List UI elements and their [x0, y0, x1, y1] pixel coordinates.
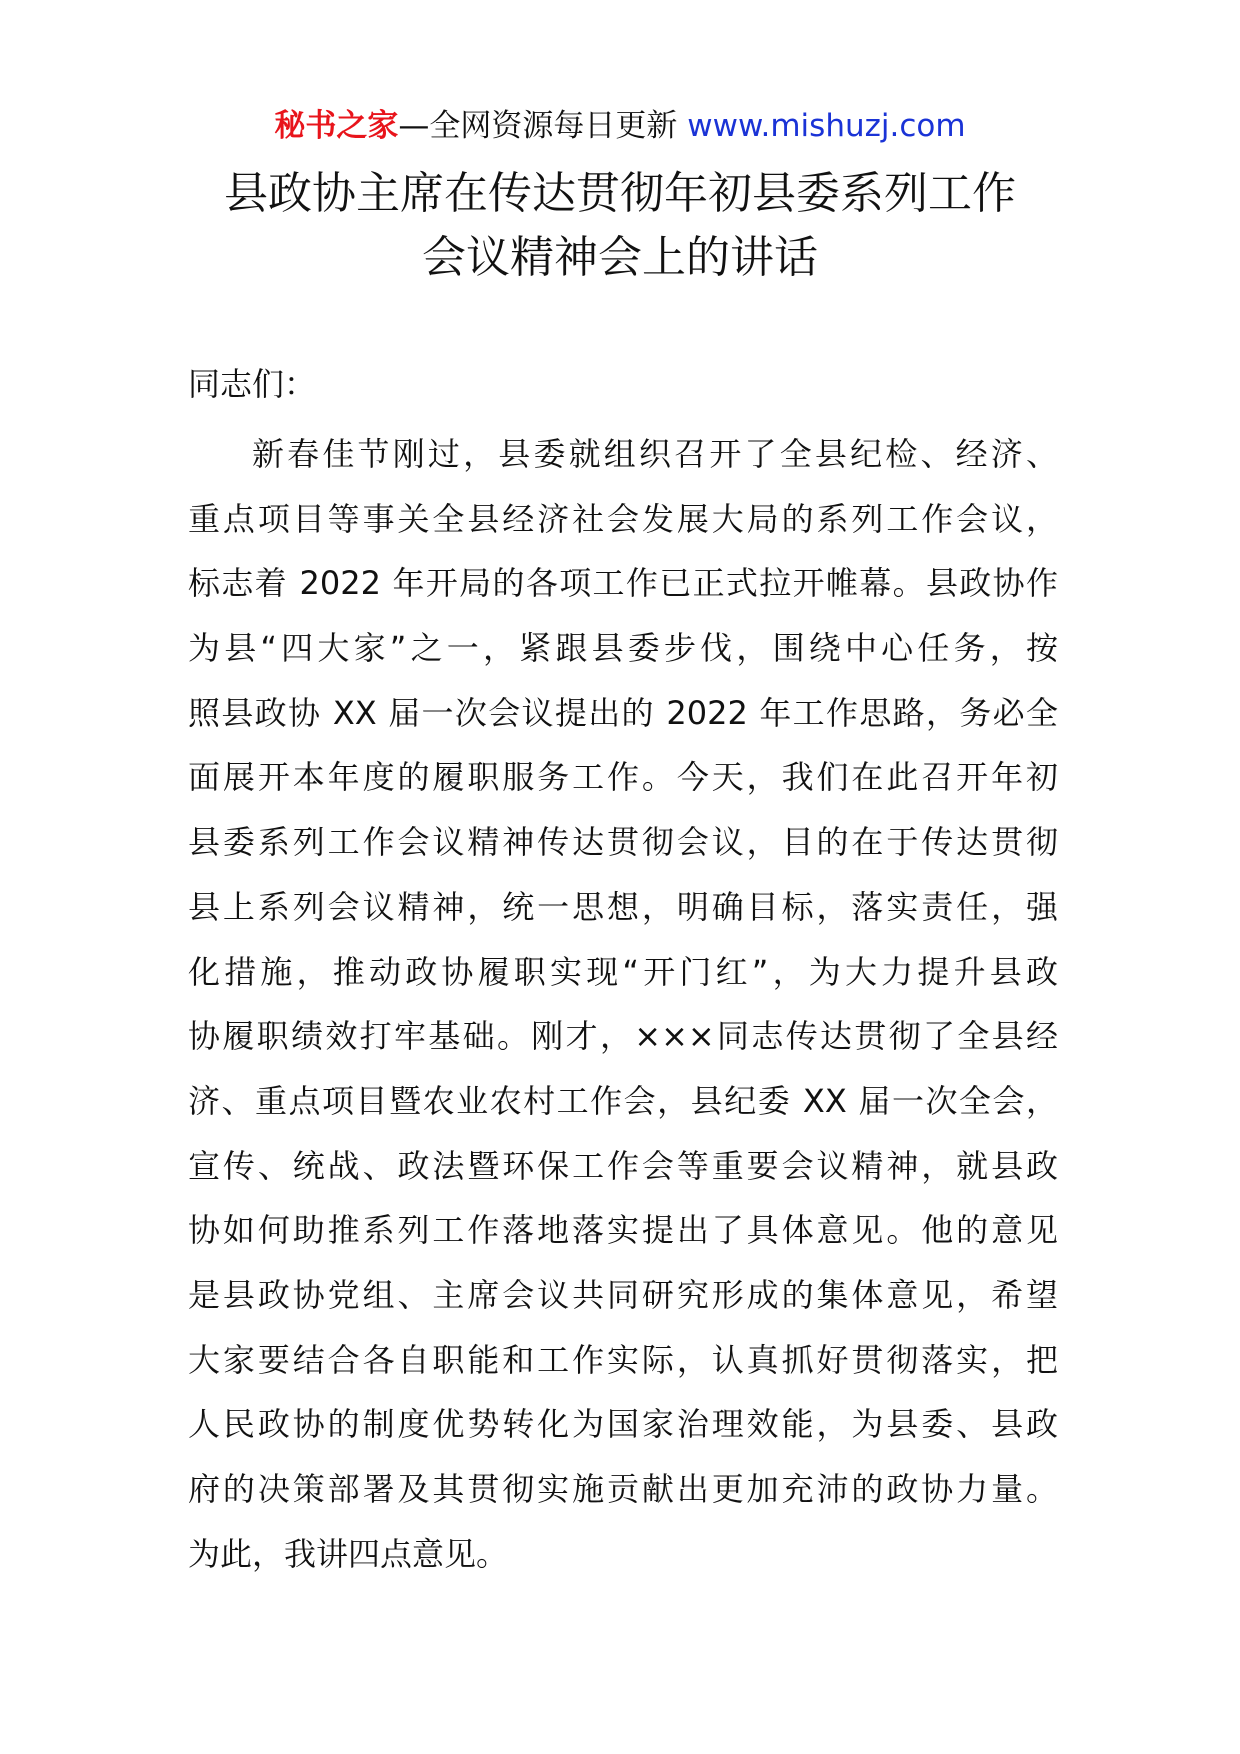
- paragraph-line: 济、重点项目暨农业农村工作会，县纪委 XX 届一次全会，: [188, 1081, 1058, 1120]
- site-url-link[interactable]: www.mishuzj.com: [687, 108, 966, 144]
- paragraph-line: 化措施，推动政协履职实现“开门红”，为大力提升县政: [188, 952, 1058, 991]
- header-tagline: —全网资源每日更新: [398, 108, 688, 144]
- paragraph-line: 府的决策部署及其贯彻实施贡献出更加充沛的政协力量。: [188, 1470, 1058, 1508]
- paragraph-line: 重点项目等事关全县经济社会发展大局的系列工作会议，: [188, 499, 1058, 538]
- paragraph-line: 照县政协 XX 届一次会议提出的 2022 年工作思路，务必全: [188, 693, 1058, 732]
- paragraph-line: 大家要结合各自职能和工作实际，认真抓好贯彻落实，把: [188, 1340, 1058, 1379]
- paragraph-line: 协履职绩效打牢基础。刚才，×××同志传达贯彻了全县经: [188, 1017, 1058, 1056]
- body-paragraph: [188, 422, 1058, 1586]
- paragraph-line: 为县“四大家”之一，紧跟县委步伐，围绕中心任务，按: [188, 629, 1058, 668]
- title-line: 会议精神会上的讲话: [422, 232, 818, 283]
- paragraph-line: 新春佳节刚过，县委就组织召开了全县纪检、经济、: [252, 435, 1058, 473]
- paragraph-line: 是县政协党组、主席会议共同研究形成的集体意见，希望: [188, 1275, 1058, 1314]
- paragraph-line: 县委系列工作会议精神传达贯彻会议，目的在于传达贯彻: [188, 823, 1058, 862]
- paragraph-line: 人民政协的制度优势转化为国家治理效能，为县委、县政: [188, 1405, 1058, 1444]
- site-header: [0, 104, 1240, 148]
- paragraph-line: 面展开本年度的履职服务工作。今天，我们在此召开年初: [188, 758, 1058, 797]
- salutation: 同志们：: [188, 365, 317, 403]
- paragraph-line: 宣传、统战、政法暨环保工作会等重要会议精神，就县政: [188, 1146, 1058, 1185]
- document-title: [150, 162, 1090, 290]
- paragraph-line: 为此，我讲四点意见。: [188, 1534, 509, 1573]
- title-line: 县政协主席在传达贯彻年初县委系列工作: [224, 168, 1016, 219]
- brand-name: 秘书之家: [274, 108, 399, 144]
- paragraph-line: 协如何助推系列工作落地落实提出了具体意见。他的意见: [188, 1211, 1058, 1250]
- paragraph-line: 县上系列会议精神，统一思想，明确目标，落实责任，强: [188, 887, 1058, 926]
- paragraph-line: 标志着 2022 年开局的各项工作已正式拉开帷幕。县政协作: [188, 564, 1058, 603]
